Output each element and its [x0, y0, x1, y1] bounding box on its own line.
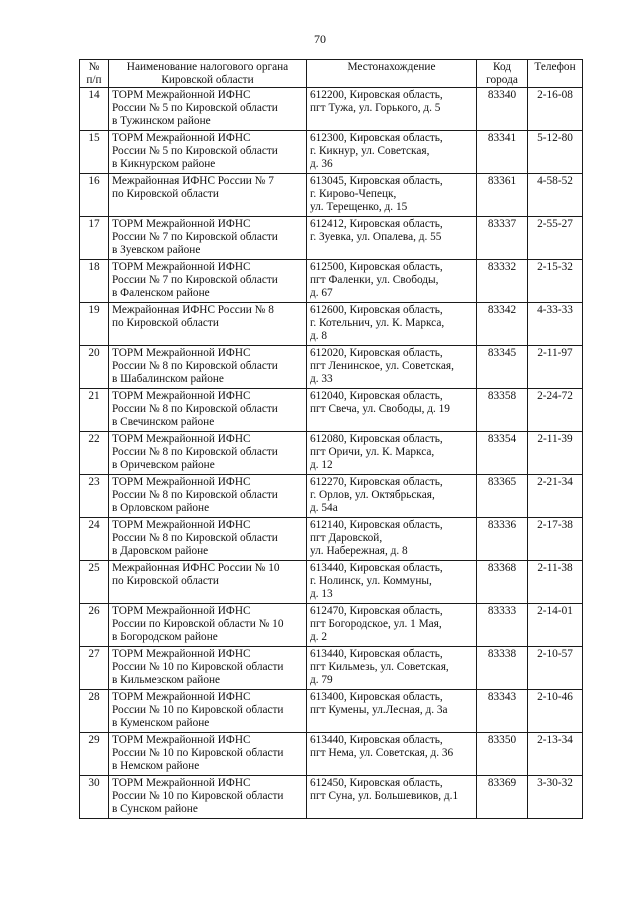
city-code-cell: [477, 517, 528, 560]
tax-office-name: ТОРМ Межрайонной ИФНС России № 5 по Кировской области в Тужинском районе: [112, 88, 278, 127]
tax-office-address: 613045, Кировская область, г. Кирово-Чепецк, ул. Терещенко, д. 15: [310, 174, 443, 213]
header-code: Код города: [477, 60, 528, 88]
city-code-cell: [477, 560, 528, 603]
table-row: [80, 689, 583, 732]
page-number: 70: [314, 32, 326, 46]
header-num: № п/п: [80, 60, 109, 88]
city-code: 83358: [487, 389, 517, 402]
row-number-cell: [80, 775, 109, 818]
tax-office-name: ТОРМ Межрайонной ИФНС России по Кировской области № 10 в Богородском районе: [112, 604, 284, 643]
tax-office-address-cell: [307, 560, 477, 603]
phone-number-cell: [528, 689, 583, 732]
tax-office-address: 612200, Кировская область, пгт Тужа, ул. Горького, д. 5: [310, 88, 443, 114]
phone-number-cell: [528, 431, 583, 474]
tax-office-name: ТОРМ Межрайонной ИФНС России № 10 по Кировской области в Куменском районе: [112, 690, 284, 729]
tax-office-address: 613440, Кировская область, пгт Кильмезь, ул. Советская, д. 79: [310, 647, 449, 686]
tax-office-address-cell: [307, 646, 477, 689]
tax-office-name: ТОРМ Межрайонной ИФНС России № 5 по Кировской области в Кикнурском районе: [112, 131, 278, 170]
table-row: [80, 259, 583, 302]
row-number: 27: [88, 647, 100, 660]
phone-number-cell: [528, 345, 583, 388]
tax-office-name: ТОРМ Межрайонной ИФНС России № 10 по Кировской области в Сунском районе: [112, 776, 284, 815]
tax-office-name-cell: [109, 130, 307, 173]
row-number: 17: [88, 217, 100, 230]
city-code-cell: [477, 732, 528, 775]
tax-office-address: 612470, Кировская область, пгт Богородское, ул. 1 Мая, д. 2: [310, 604, 443, 643]
row-number: 29: [88, 733, 100, 746]
phone-number: 2-11-97: [537, 346, 573, 359]
city-code-cell: [477, 603, 528, 646]
tax-office-name-cell: [109, 216, 307, 259]
tax-office-name-cell: [109, 173, 307, 216]
tax-office-name: ТОРМ Межрайонной ИФНС России № 10 по Кировской области в Кильмезском районе: [112, 647, 284, 686]
tax-office-address-cell: [307, 216, 477, 259]
row-number: 18: [88, 260, 100, 273]
phone-number-cell: [528, 216, 583, 259]
phone-number: 5-12-80: [537, 131, 573, 144]
phone-number-cell: [528, 517, 583, 560]
city-code: 83332: [487, 260, 517, 273]
city-code-cell: [477, 431, 528, 474]
tax-office-name-cell: [109, 87, 307, 130]
phone-number-cell: [528, 560, 583, 603]
row-number: 21: [88, 389, 100, 402]
city-code-cell: [477, 130, 528, 173]
table-row: [80, 388, 583, 431]
phone-number-cell: [528, 732, 583, 775]
tax-office-name-cell: [109, 517, 307, 560]
city-code: 83340: [487, 88, 517, 101]
tax-office-name: Межрайонная ИФНС России № 8 по Кировской области: [112, 303, 274, 329]
phone-number-cell: [528, 87, 583, 130]
tax-office-name: ТОРМ Межрайонной ИФНС России № 8 по Кировской области в Оричевском районе: [112, 432, 278, 471]
tax-office-address-cell: [307, 345, 477, 388]
city-code-cell: [477, 775, 528, 818]
table-row: [80, 173, 583, 216]
city-code: 83365: [487, 475, 517, 488]
city-code: 83345: [487, 346, 517, 359]
city-code: 83338: [487, 647, 517, 660]
tax-office-address: 612600, Кировская область, г. Котельнич, ул. К. Маркса, д. 8: [310, 303, 445, 342]
city-code: 83341: [487, 131, 517, 144]
row-number-cell: [80, 560, 109, 603]
tax-office-address-cell: [307, 517, 477, 560]
tax-office-address-cell: [307, 775, 477, 818]
tax-office-name: ТОРМ Межрайонной ИФНС России № 7 по Кировской области в Фаленском районе: [112, 260, 278, 299]
city-code: 83337: [487, 217, 517, 230]
tax-office-name-cell: [109, 474, 307, 517]
phone-number: 2-24-72: [537, 389, 573, 402]
tax-office-address: 612450, Кировская область, пгт Суна, ул. Большевиков, д.1: [310, 776, 459, 802]
tax-office-address-cell: [307, 732, 477, 775]
tax-office-name-cell: [109, 732, 307, 775]
city-code-cell: [477, 345, 528, 388]
tax-office-name-cell: [109, 388, 307, 431]
tax-office-address: 613400, Кировская область, пгт Кумены, ул.Лесная, д. 3а: [310, 690, 448, 716]
tax-office-name-cell: [109, 646, 307, 689]
tax-office-address-cell: [307, 603, 477, 646]
row-number: 26: [88, 604, 100, 617]
tax-office-name-cell: [109, 431, 307, 474]
tax-office-address-cell: [307, 259, 477, 302]
row-number-cell: [80, 388, 109, 431]
table-row: [80, 302, 583, 345]
row-number-cell: [80, 87, 109, 130]
phone-number-cell: [528, 474, 583, 517]
row-number-cell: [80, 603, 109, 646]
row-number: 25: [88, 561, 100, 574]
city-code: 83369: [487, 776, 517, 789]
city-code-cell: [477, 173, 528, 216]
phone-number: 2-14-01: [537, 604, 573, 617]
table-row: [80, 560, 583, 603]
row-number-cell: [80, 130, 109, 173]
table-row: [80, 732, 583, 775]
table-header-row: [80, 60, 583, 88]
tax-office-name-cell: [109, 689, 307, 732]
row-number-cell: [80, 689, 109, 732]
tax-office-name-cell: [109, 302, 307, 345]
phone-number: 2-10-57: [537, 647, 573, 660]
row-number-cell: [80, 216, 109, 259]
city-code: 83342: [487, 303, 517, 316]
phone-number: 2-55-27: [537, 217, 573, 230]
table-row: [80, 431, 583, 474]
city-code-cell: [477, 216, 528, 259]
tax-office-name: Межрайонная ИФНС России № 7 по Кировской области: [112, 174, 274, 200]
phone-number: 4-33-33: [537, 303, 573, 316]
table-row: [80, 130, 583, 173]
phone-number: 2-10-46: [537, 690, 573, 703]
phone-number: 2-15-32: [537, 260, 573, 273]
city-code-cell: [477, 646, 528, 689]
tax-office-address-cell: [307, 87, 477, 130]
city-code-cell: [477, 388, 528, 431]
tax-office-address-cell: [307, 431, 477, 474]
row-number: 22: [88, 432, 100, 445]
tax-office-address: 612140, Кировская область, пгт Даровской, ул. Набережная, д. 8: [310, 518, 443, 557]
row-number: 23: [88, 475, 100, 488]
city-code-cell: [477, 259, 528, 302]
phone-number-cell: [528, 259, 583, 302]
tax-office-name-cell: [109, 259, 307, 302]
table-row: [80, 87, 583, 130]
table-row: [80, 345, 583, 388]
header-address: Местонахождение: [307, 60, 477, 88]
phone-number-cell: [528, 775, 583, 818]
header-phone: Телефон: [528, 60, 583, 88]
row-number-cell: [80, 646, 109, 689]
phone-number-cell: [528, 388, 583, 431]
row-number: 24: [88, 518, 100, 531]
header-name: Наименование налогового органа Кировской области: [109, 60, 307, 88]
phone-number-cell: [528, 130, 583, 173]
phone-number-cell: [528, 646, 583, 689]
city-code-cell: [477, 689, 528, 732]
tax-office-name: ТОРМ Межрайонной ИФНС России № 8 по Кировской области в Даровском районе: [112, 518, 278, 557]
tax-office-name-cell: [109, 775, 307, 818]
phone-number-cell: [528, 173, 583, 216]
tax-office-address-cell: [307, 388, 477, 431]
tax-office-address-cell: [307, 130, 477, 173]
tax-office-name: ТОРМ Межрайонной ИФНС России № 8 по Кировской области в Свечинском районе: [112, 389, 278, 428]
phone-number: 4-58-52: [537, 174, 573, 187]
phone-number-cell: [528, 603, 583, 646]
tax-office-address: 612080, Кировская область, пгт Оричи, ул. К. Маркса, д. 12: [310, 432, 443, 471]
phone-number: 2-17-38: [537, 518, 573, 531]
row-number-cell: [80, 173, 109, 216]
row-number: 28: [88, 690, 100, 703]
table-body: [80, 87, 583, 818]
row-number: 14: [88, 88, 100, 101]
tax-office-name: ТОРМ Межрайонной ИФНС России № 7 по Кировской области в Зуевском районе: [112, 217, 278, 256]
phone-number: 3-30-32: [537, 776, 573, 789]
tax-office-address: 612412, Кировская область, г. Зуевка, ул. Опалева, д. 55: [310, 217, 443, 243]
row-number: 15: [88, 131, 100, 144]
tax-office-name: Межрайонная ИФНС России № 10 по Кировской области: [112, 561, 280, 587]
tax-office-address: 613440, Кировская область, пгт Нема, ул. Советская, д. 36: [310, 733, 454, 759]
row-number-cell: [80, 732, 109, 775]
city-code: 83333: [487, 604, 517, 617]
city-code-cell: [477, 87, 528, 130]
tax-office-address: 612040, Кировская область, пгт Свеча, ул. Свободы, д. 19: [310, 389, 450, 415]
tax-office-address: 612020, Кировская область, пгт Ленинское, ул. Советская, д. 33: [310, 346, 454, 385]
tax-office-name-cell: [109, 345, 307, 388]
tax-office-address-cell: [307, 474, 477, 517]
phone-number: 2-11-38: [537, 561, 573, 574]
phone-number-cell: [528, 302, 583, 345]
city-code: 83361: [487, 174, 517, 187]
row-number: 16: [88, 174, 100, 187]
phone-number: 2-16-08: [537, 88, 573, 101]
table-row: [80, 517, 583, 560]
tax-office-table: [79, 59, 583, 819]
row-number: 20: [88, 346, 100, 359]
tax-office-address: 613440, Кировская область, г. Нолинск, ул. Коммуны, д. 13: [310, 561, 443, 600]
row-number: 30: [88, 776, 100, 789]
row-number-cell: [80, 345, 109, 388]
city-code: 83343: [487, 690, 517, 703]
city-code: 83350: [487, 733, 517, 746]
tax-office-address-cell: [307, 173, 477, 216]
tax-office-name: ТОРМ Межрайонной ИФНС России № 8 по Кировской области в Орловском районе: [112, 475, 278, 514]
tax-office-name: ТОРМ Межрайонной ИФНС России № 10 по Кировской области в Немском районе: [112, 733, 284, 772]
row-number: 19: [88, 303, 100, 316]
tax-office-address: 612300, Кировская область, г. Кикнур, ул. Советская, д. 36: [310, 131, 443, 170]
city-code: 83336: [487, 518, 517, 531]
phone-number: 2-13-34: [537, 733, 573, 746]
row-number-cell: [80, 259, 109, 302]
city-code: 83368: [487, 561, 517, 574]
table-row: [80, 775, 583, 818]
city-code: 83354: [487, 432, 517, 445]
table-row: [80, 474, 583, 517]
tax-office-address: 612500, Кировская область, пгт Фаленки, ул. Свободы, д. 67: [310, 260, 443, 299]
table-row: [80, 603, 583, 646]
table-row: [80, 216, 583, 259]
phone-number: 2-21-34: [537, 475, 573, 488]
table-row: [80, 646, 583, 689]
city-code-cell: [477, 474, 528, 517]
city-code-cell: [477, 302, 528, 345]
row-number-cell: [80, 431, 109, 474]
row-number-cell: [80, 302, 109, 345]
row-number-cell: [80, 517, 109, 560]
tax-office-name-cell: [109, 560, 307, 603]
tax-office-name: ТОРМ Межрайонной ИФНС России № 8 по Кировской области в Шабалинском районе: [112, 346, 278, 385]
tax-office-address: 612270, Кировская область, г. Орлов, ул. Октябрьская, д. 54а: [310, 475, 443, 514]
tax-office-name-cell: [109, 603, 307, 646]
phone-number: 2-11-39: [537, 432, 573, 445]
tax-office-address-cell: [307, 689, 477, 732]
tax-office-address-cell: [307, 302, 477, 345]
row-number-cell: [80, 474, 109, 517]
